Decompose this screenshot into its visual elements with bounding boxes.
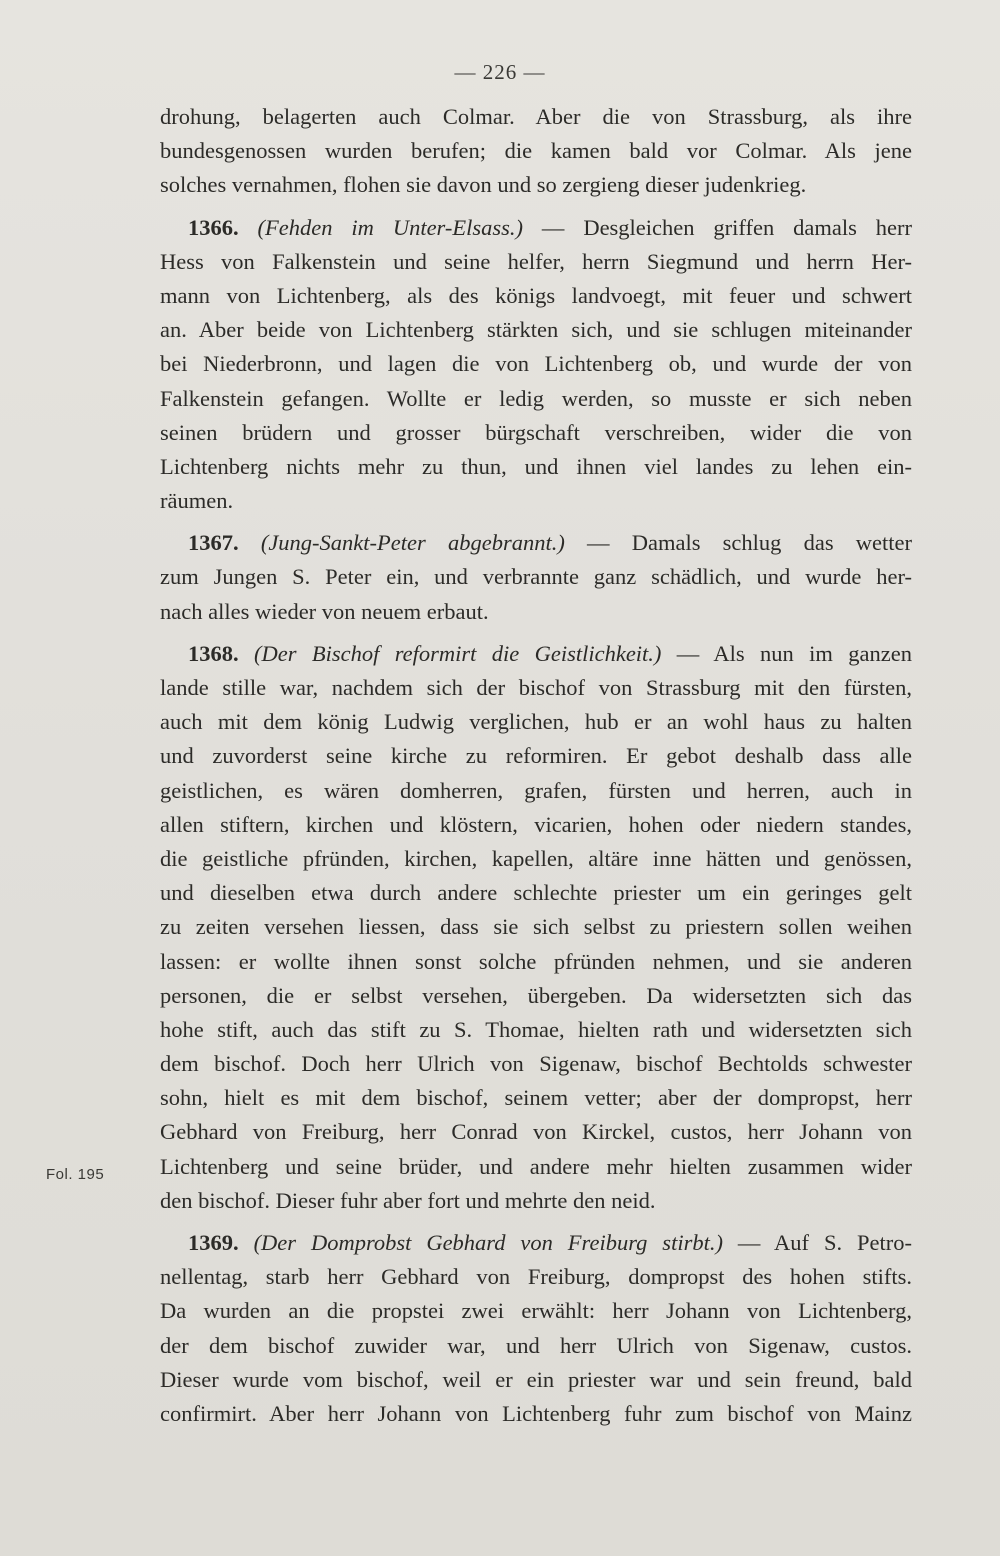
text-line — [160, 808, 912, 842]
text-line — [160, 910, 912, 944]
line-text: der dem bischof zuwider war, und herr Ulrich von Sigenaw, custos. — [160, 1332, 912, 1358]
text-line — [160, 705, 912, 739]
text-line — [160, 1115, 912, 1149]
text-line — [160, 595, 912, 629]
line-text: zu zeiten versehen liessen, dass sie sich selbst zu priestern sollen weihen — [160, 914, 912, 940]
entry-heading-line — [160, 211, 912, 245]
text-line — [160, 484, 912, 518]
text-line — [160, 560, 912, 594]
text-line — [160, 168, 912, 202]
line-text: bei Niederbronn, und lagen die von Lichtenberg ob, und wurde der von — [160, 351, 912, 377]
body-text — [160, 100, 912, 1431]
text-line — [160, 1294, 912, 1328]
line-text: Dieser wurde vom bischof, weil er ein priester war und sein freund, bald — [160, 1366, 912, 1392]
line-text: räumen. — [160, 488, 234, 514]
text-line — [160, 1047, 912, 1081]
entry-heading-line — [160, 637, 912, 671]
paragraph-gap — [160, 629, 912, 637]
line-text: solches vernahmen, flohen sie davon und so zergieng dieser judenkrieg. — [160, 172, 807, 198]
line-text: Da wurden an die propstei zwei erwählt: herr Johann von Lichtenberg, — [160, 1298, 912, 1324]
line-text: drohung, belagerten auch Colmar. Aber die von Strassburg, als ihre — [160, 104, 912, 129]
line-text: — Desgleichen griffen damals herr — [523, 214, 912, 240]
line-text: confirmirt. Aber herr Johann von Lichtenberg fuhr zum bischof von Mainz — [160, 1400, 912, 1426]
text-line — [160, 842, 912, 876]
entry-year: 1368. — [188, 640, 239, 666]
line-text: personen, die er selbst versehen, übergeben. Da widersetzten sich das — [160, 982, 912, 1008]
text-line — [160, 1329, 912, 1363]
text-line — [160, 1150, 912, 1184]
text-line — [160, 1013, 912, 1047]
text-line — [160, 1184, 912, 1218]
text-line — [160, 347, 912, 381]
text-line — [160, 279, 912, 313]
line-text: — Damals schlug das wetter — [564, 530, 912, 556]
line-text: mann von Lichtenberg, als des königs landvoegt, mit feuer und schwert — [160, 282, 912, 308]
text-line — [160, 382, 912, 416]
entry-title: (Jung-Sankt-Peter abgebrannt.) — [260, 530, 565, 556]
text-line — [160, 245, 912, 279]
text-line — [160, 100, 912, 134]
entry-title: (Der Domprobst Gebhard von Freiburg stirbt.) — [253, 1230, 723, 1255]
line-text: lassen: er wollte ihnen sonst solche pfründen nehmen, und sie anderen — [160, 948, 912, 974]
line-text: nellentag, starb herr Gebhard von Freiburg, dompropst des hohen stifts. — [160, 1264, 912, 1290]
line-text: nach alles wieder von neuem erbaut. — [160, 598, 489, 624]
text-line — [160, 945, 912, 979]
text-line — [160, 876, 912, 910]
line-text: allen stiftern, kirchen und klöstern, vicarien, hohen oder niedern standes, — [160, 811, 912, 837]
entry-title: (Der Bischof reformirt die Geistlichkeit.) — [254, 640, 662, 666]
page-number: — 226 — — [454, 60, 546, 84]
text-line — [160, 1260, 912, 1294]
line-text: — Als nun im ganzen — [661, 640, 912, 666]
text-line — [160, 1081, 912, 1115]
line-text: Falkenstein gefangen. Wollte er ledig werden, so musste er sich neben — [160, 385, 912, 411]
text-line — [160, 1363, 912, 1397]
margin-folio-note: Fol. 195 — [46, 1166, 105, 1183]
entry-year: 1367. — [188, 530, 239, 556]
entry-heading-line — [160, 526, 912, 560]
text-line — [160, 1397, 912, 1431]
line-text: und zuvorderst seine kirche zu reformiren. Er gebot deshalb dass alle — [160, 743, 912, 769]
line-text: geistlichen, es wären domherren, grafen, fürsten und herren, auch in — [160, 777, 912, 803]
line-text: Lichtenberg und seine brüder, und andere mehr hielten zusammen wider — [160, 1153, 912, 1179]
entry-year: 1369. — [188, 1230, 239, 1255]
text-line — [160, 134, 912, 168]
paragraph-gap — [160, 203, 912, 211]
line-text: lande stille war, nachdem sich der bischof von Strassburg mit den fürsten, — [160, 675, 912, 700]
text-line — [160, 450, 912, 484]
line-text: an. Aber beide von Lichtenberg stärkten sich, und sie schlugen miteinander — [160, 317, 912, 343]
line-text: bundesgenossen wurden berufen; die kamen bald vor Colmar. Als jene — [160, 138, 912, 164]
entry-year: 1366. — [188, 214, 239, 240]
text-line — [160, 774, 912, 808]
paragraph-gap — [160, 518, 912, 526]
line-text: Lichtenberg nichts mehr zu thun, und ihnen viel landes zu lehen ein- — [160, 453, 912, 479]
line-text: Gebhard von Freiburg, herr Conrad von Kirckel, custos, herr Johann von — [160, 1119, 912, 1145]
text-line — [160, 671, 912, 705]
text-line — [160, 313, 912, 347]
line-text: Hess von Falkenstein und seine helfer, herrn Siegmund und herrn Her- — [160, 248, 912, 274]
entry-title: (Fehden im Unter-Elsass.) — [257, 214, 523, 240]
text-line — [160, 416, 912, 450]
entry-heading-line — [160, 1226, 912, 1260]
line-text: dem bischof. Doch herr Ulrich von Sigenaw, bischof Bechtolds schwester — [160, 1051, 912, 1077]
text-line — [160, 739, 912, 773]
line-text: sohn, hielt es mit dem bischof, seinem vetter; aber der dompropst, herr — [160, 1085, 912, 1111]
line-text: den bischof. Dieser fuhr aber fort und mehrte den neid. — [160, 1187, 656, 1213]
line-text: hohe stift, auch das stift zu S. Thomae, hielten rath und widersetzten sich — [160, 1016, 912, 1042]
text-line — [160, 979, 912, 1013]
line-text: und dieselben etwa durch andere schlechte priester um ein geringes gelt — [160, 880, 912, 906]
line-text: — Auf S. Petro- — [722, 1230, 912, 1255]
paragraph-gap — [160, 1218, 912, 1226]
line-text: die geistliche pfründen, kirchen, kapellen, altäre inne hätten und genössen, — [160, 845, 912, 871]
line-text: auch mit dem könig Ludwig verglichen, hub er an wohl haus zu halten — [160, 709, 912, 735]
line-text: zum Jungen S. Peter ein, und verbrannte ganz schädlich, und wurde her- — [160, 564, 912, 590]
line-text: seinen brüdern und grosser bürgschaft verschreiben, wider die von — [160, 419, 912, 445]
